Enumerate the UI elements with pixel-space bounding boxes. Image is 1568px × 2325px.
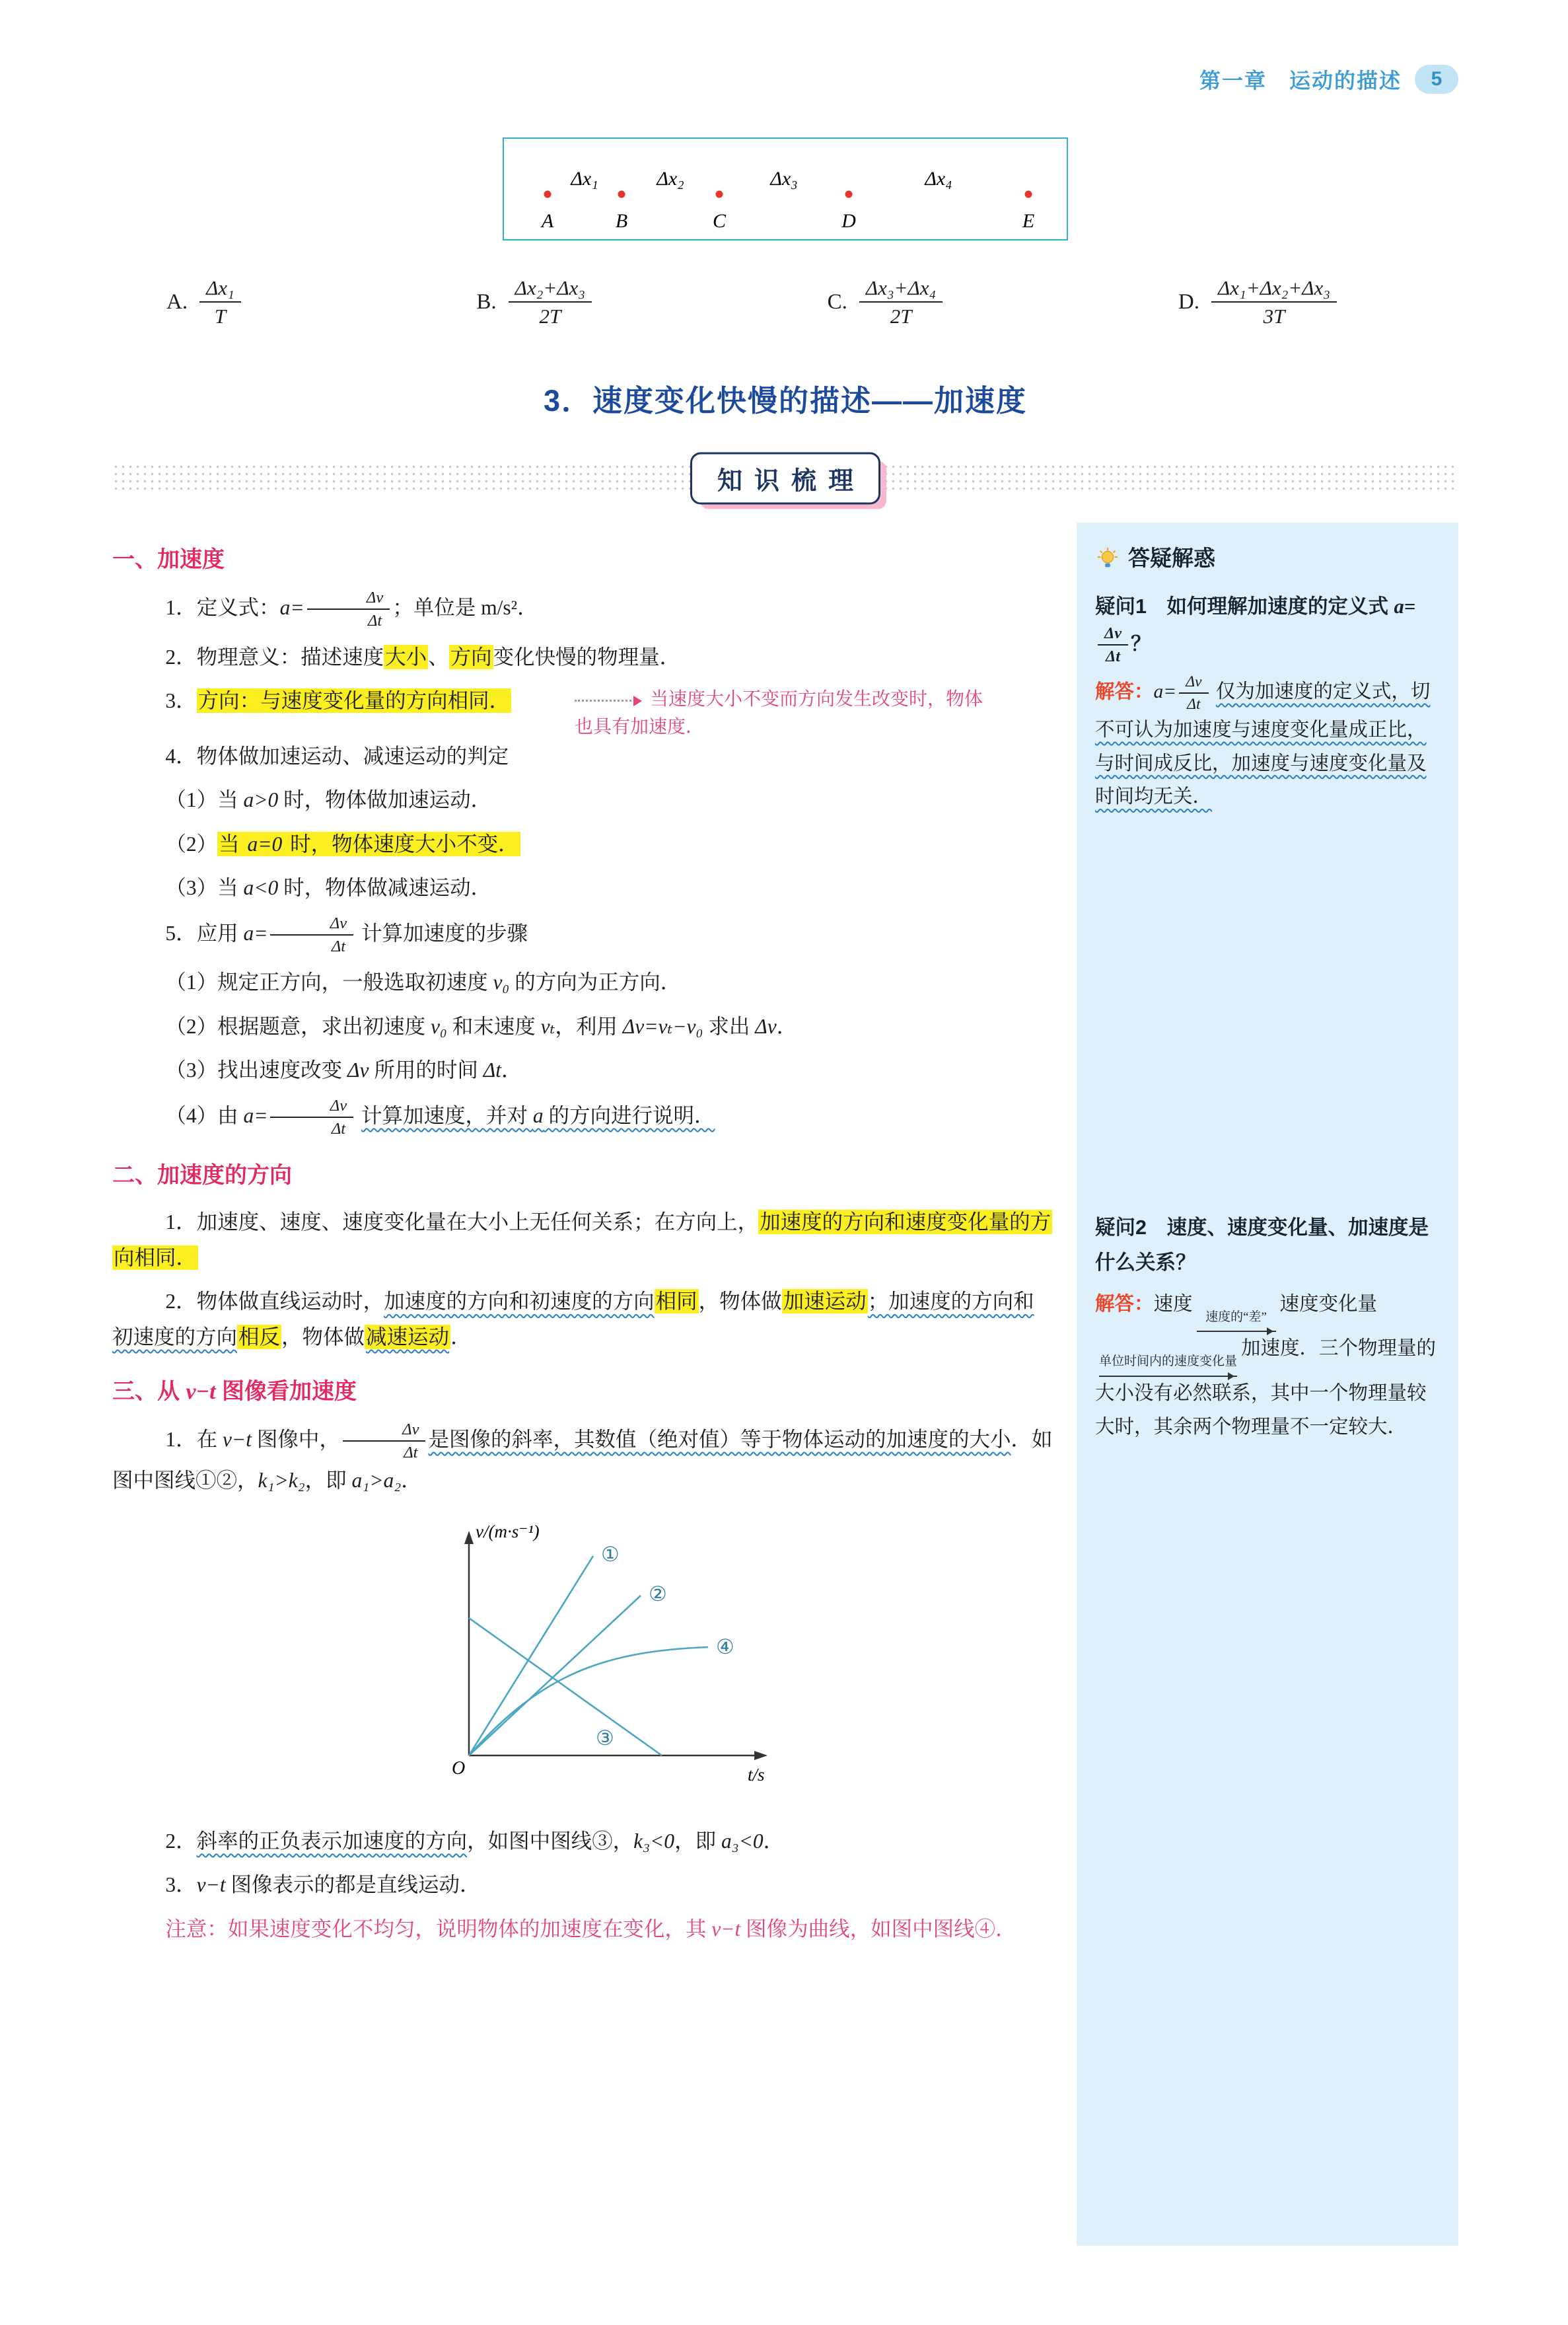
direction-line-wrap [112,683,1053,738]
linear-motion-line: 3．v−t 图像表示的都是直线运动． [165,1873,481,1897]
step-2: （2）根据题意，求出初速度 v₀ 和末速度 vₜ，利用 Δv=vₜ−v₀ 求出 Δv． [165,1014,798,1038]
physical-meaning-line: 2．物理意义：描述速度大小、方向变化快慢的物理量． [165,645,681,669]
answer-2 [1095,1288,1441,1444]
choice-d [1178,276,1339,328]
choice-c [828,276,946,328]
arrow-head-icon [633,696,647,706]
step-4: （4）由 a= $\frac{\Delta v}{\Delta t}$ 计算加速度，并对 a 的方向进行说明． [165,1096,715,1138]
vt-graph-svg [423,1518,793,1795]
choice-a [166,276,244,328]
y-axis-label: v/(m·s⁻¹) [476,1522,540,1542]
point-label: E [1022,210,1035,232]
step-3: （3）找出速度改变 Δv 所用的时间 Δt． [165,1058,522,1082]
case-positive: （1）当 a>0 时，物体做加速运动． [165,788,492,812]
question-1: 疑问1 如何理解加速度的定义式 a= $\frac{\Delta v}{\Delta t}$ ？ [1095,595,1416,666]
motion-diagram-svg [508,141,1063,237]
choice-label: B. [476,289,497,314]
case-negative: （3）当 a<0 时，物体做减速运动． [165,876,492,900]
fraction: $\frac{\text{Δx₁+Δx₂+Δx₃}}{3T}$ [1211,276,1337,328]
origin-label: O [452,1758,466,1779]
direction-rule-1: 1．加速度、速度、速度变化量在大小上无任何关系；在方向上，加速度的方向和速度变化量的方向相同． [114,1210,1051,1269]
answer-1-text: a= $\frac{\Delta v}{\Delta t}$ 仅为加速度的定义式，切不可认为加速度与速度变化量成正比，与时间成反比，加速度与速度变化量及时间均无关． [1095,673,1431,808]
note-text: 当速度大小不变而方向发生改变时，物体也具有加速度． [575,689,983,738]
attention-note: 注意：如果速度变化不均匀，说明物体的加速度在变化，其 v−t 图像为曲线，如图中图线④． [165,1917,1016,1940]
line-2 [469,1596,641,1755]
dot-b [618,191,625,198]
page-header [112,63,1458,95]
x-axis-label: t/s [748,1765,765,1785]
fraction: $\frac{\text{Δx₃+Δx₄}}{2T}$ [859,276,943,328]
step-1: （1）规定正方向，一般选取初速度 v₀ 的方向为正方向． [165,971,682,994]
knowledge-badge: 知识梳理 [690,453,880,505]
point-label: B [615,210,628,232]
dot-c [716,191,723,198]
content-columns [112,523,1458,2246]
interval-label: Δx₃ [770,168,798,190]
steps-line: 5．应用 a= $\frac{\Delta v}{\Delta t}$ 计算加速度的步骤 [165,914,528,956]
choice-b [476,276,594,328]
definition-line: 1．定义式：a= $\frac{\Delta v}{\Delta t}$ ；单位是 m/s²． [165,589,538,630]
interval-label: Δx₁ [571,168,598,190]
handwritten-note [575,686,997,741]
curve-4 [469,1647,708,1755]
line-3 [469,1618,662,1755]
judgement-line: 4．物体做加速运动、减速运动的判定 [165,744,509,768]
dotted-connector [575,700,631,702]
curve-label-1: ① [601,1543,620,1567]
answer-label: 解答： [1095,680,1154,702]
line-1 [469,1556,593,1755]
answer-1 [1095,673,1441,814]
point-label: A [541,210,554,232]
chapter-title: 第一章 运动的描述 [1199,69,1402,92]
choice-label: D. [1178,289,1199,314]
heading-direction: 二、加速度的方向 [112,1163,292,1189]
dot-d [845,191,853,198]
slope-sign-line: 2．斜率的正负表示加速度的方向，如图中图线③，k₃<0，即 a₃<0． [165,1829,785,1853]
choice-label: A. [166,289,188,314]
curve-label-2: ② [649,1582,667,1606]
fraction: $\frac{\text{Δx₁}}{T}$ [199,276,241,328]
lamp-icon [1095,546,1120,572]
slope-line: 1．在 v−t 图像中， $\frac{\Delta v}{\Delta t}$ 是图像的斜率，其数值（绝对值）等于物体运动的加速度的大小．如图中图线①②，k₁>k₂，即 a₁>a₂． [112,1421,1053,1492]
t-axis-arrow [754,1751,767,1760]
main-content [112,523,1053,1955]
question-2: 疑问2 速度、速度变化量、加速度是什么关系？ [1095,1216,1429,1274]
answer-choices [166,276,1339,328]
motion-diagram [503,137,1068,240]
choice-label: C. [827,289,847,314]
heading-vt-graph: 三、从 v−t 图像看加速度 [112,1379,357,1405]
page-number-badge: 5 [1415,65,1458,94]
dot-a [544,191,552,198]
answer-2-text: 速度 速度的“差” 速度变化量 单位时间内的速度变化量 加速度．三个物理量的大小没有必然联系，其中一个物理量较大时，其余两个物理量不一定较大． [1095,1293,1437,1438]
vt-graph [423,1518,793,1806]
point-label: C [712,210,727,232]
interval-label: Δx₄ [925,168,952,190]
curve-label-3: ③ [596,1726,614,1750]
qa-sidebar [1077,523,1458,2246]
direction-rule-2: 2．物体做直线运动时，加速度的方向和初速度的方向相同，物体做加速运动；加速度的方向和初速度的方向相反，物体做减速运动． [112,1290,1034,1348]
lesson-title: 3．速度变化快慢的描述——加速度 [543,384,1028,418]
point-label: D [841,210,856,232]
dot-e [1025,191,1032,198]
sidebar-title: 答疑解惑 [1128,546,1215,571]
curve-label-4: ④ [716,1635,734,1659]
sidebar-title-row [1095,540,1441,577]
direction-line: 3．方向：与速度变化量的方向相同． [165,689,511,713]
fraction: $\frac{\text{Δx₂+Δx₃}}{2T}$ [509,276,592,328]
heading-acceleration: 一、加速度 [112,547,225,573]
answer-label: 解答： [1095,1292,1154,1315]
interval-label: Δx₂ [657,168,684,190]
v-axis-arrow [464,1531,474,1544]
case-zero: （2）当 a=0 时，物体速度大小不变． [165,832,519,856]
dotted-band [112,463,1458,494]
